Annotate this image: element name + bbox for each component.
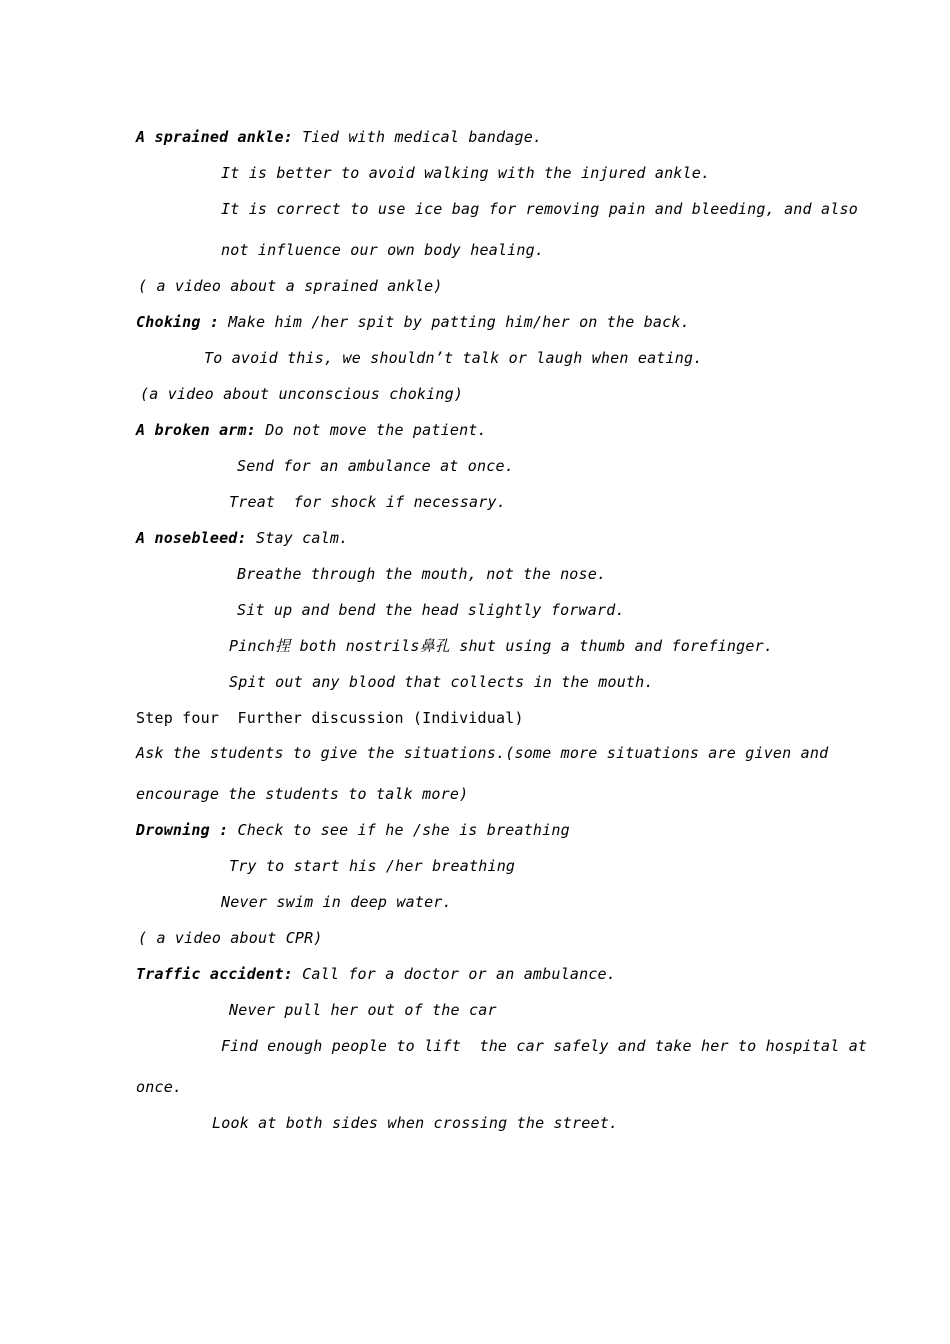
traffic-accident-item — [136, 964, 616, 984]
traffic-accident-line: Never pull her out of the car — [229, 1001, 497, 1019]
broken-arm-term: A broken arm: — [136, 421, 256, 439]
video-note: ( a video about a sprained ankle) — [138, 277, 443, 295]
nosebleed-line: Breathe through the mouth, not the nose. — [237, 565, 607, 583]
drowning-advice: Check to see if he /she is breathing — [228, 821, 570, 839]
step-instruction: Ask the students to give the situations.(some more situations are given and — [136, 744, 829, 762]
nosebleed-item — [136, 528, 348, 548]
traffic-accident-line: once. — [136, 1078, 183, 1096]
choking-term: Choking : — [136, 313, 220, 331]
sprained-ankle-line: It is correct to use ice bag for removing pain and bleeding, and also — [221, 200, 858, 218]
sprained-ankle-item — [136, 127, 542, 147]
nosebleed-advice: Stay calm. — [246, 529, 349, 547]
broken-arm-line: Treat for shock if necessary. — [229, 493, 506, 511]
sprained-ankle-line: It is better to avoid walking with the injured ankle. — [221, 164, 711, 182]
nosebleed-line: Pinch捏 both nostrils鼻孔 shut using a thumb and forefinger. — [229, 637, 774, 655]
video-note: ( a video about CPR) — [138, 929, 323, 947]
sprained-ankle-term: A sprained ankle: — [136, 128, 293, 146]
nosebleed-line: Spit out any blood that collects in the mouth. — [229, 673, 654, 691]
broken-arm-item — [136, 420, 487, 440]
drowning-line: Never swim in deep water. — [221, 893, 452, 911]
choking-advice: Make him /her spit by patting him/her on the back. — [219, 313, 690, 331]
drowning-line: Try to start his /her breathing — [229, 857, 516, 875]
traffic-accident-advice: Call for a doctor or an ambulance. — [292, 965, 617, 983]
broken-arm-advice: Do not move the patient. — [256, 421, 487, 439]
video-note: (a video about unconscious choking) — [140, 385, 464, 403]
choking-line: To avoid this, we shouldn’t talk or laugh when eating. — [204, 349, 703, 367]
traffic-accident-line: Find enough people to lift the car safely and take her to hospital at — [221, 1037, 868, 1055]
drowning-item — [136, 820, 570, 840]
drowning-term: Drowning : — [136, 821, 229, 839]
sprained-ankle-line: not influence our own body healing. — [221, 241, 545, 259]
nosebleed-term: A nosebleed: — [136, 529, 247, 547]
step-heading: Step four Further discussion (Individual) — [136, 709, 524, 727]
sprained-ankle-advice: Tied with medical bandage. — [292, 128, 543, 146]
choking-item — [136, 312, 690, 332]
nosebleed-line: Sit up and bend the head slightly forward. — [237, 601, 625, 619]
traffic-accident-term: Traffic accident: — [136, 965, 293, 983]
step-instruction: encourage the students to talk more) — [136, 785, 469, 803]
traffic-accident-line: Look at both sides when crossing the street. — [212, 1114, 619, 1132]
broken-arm-line: Send for an ambulance at once. — [237, 457, 514, 475]
